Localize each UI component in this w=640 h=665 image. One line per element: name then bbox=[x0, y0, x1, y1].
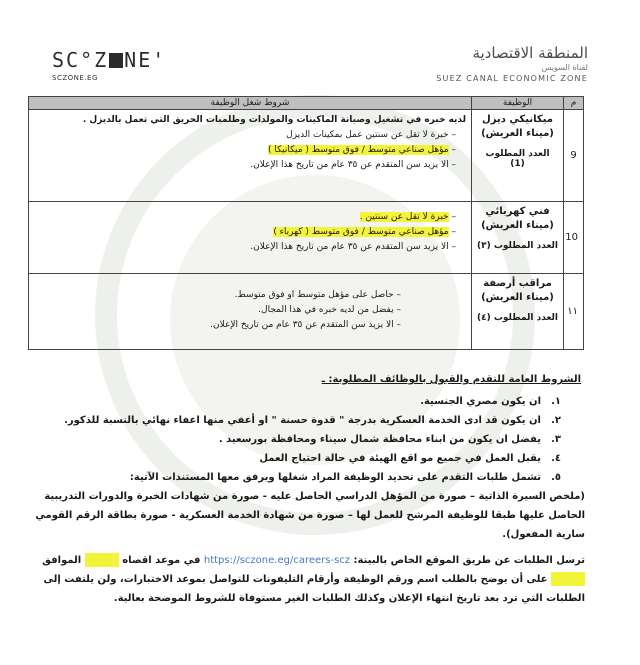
sce-english-title: SUEZ CANAL ECONOMIC ZONE bbox=[436, 74, 588, 83]
list-item bbox=[20, 430, 561, 449]
date-text: الموافق bbox=[42, 555, 82, 566]
conditions-list bbox=[20, 392, 585, 487]
requirement-item: – الا يزيد سن المتقدم عن ٣٥ عام من تاريخ الإعلان. bbox=[34, 318, 411, 333]
requirement-item: – الا يزيد سن المتقدم عن ٣٥ عام من تاريخ هذا الإعلان. bbox=[34, 158, 466, 173]
requirement-item: لديه خبره في تشغيل وصيانة الماكينات والمولدات وطلمبات الحريق التي تعمل بالديزل . bbox=[82, 115, 466, 125]
item-text: تشمل طلبات التقدم على تحديد الوظيفة المراد شغلها ويرفق معها المستندات الآتية: bbox=[129, 472, 541, 483]
job-title-cell bbox=[472, 202, 564, 274]
sczone-logo bbox=[52, 48, 166, 82]
sce-logo bbox=[436, 44, 588, 83]
deadline-text: في موعد اقصاه bbox=[122, 555, 201, 566]
job-requirements bbox=[29, 274, 472, 350]
header-num: م bbox=[564, 97, 584, 110]
list-item bbox=[20, 411, 561, 430]
job-requirements bbox=[29, 110, 472, 202]
submission-text: ترسل الطلبات عن طريق الموقع الخاص بالبينة: bbox=[353, 555, 585, 566]
requirement-item: – خبرة لا تقل عن سنتين عمل بمكينات الديزل bbox=[34, 128, 466, 143]
item-number: ٥. bbox=[551, 472, 561, 483]
header-requirements: شروط شغل الوظيفة bbox=[29, 97, 472, 110]
requirement-item: – يفضل من لديه خبره في هذا المجال. bbox=[34, 303, 411, 318]
job-count: العدد المطلوب (٤) bbox=[477, 313, 558, 323]
sczone-domain: SCZONE.EG bbox=[52, 74, 98, 82]
item-number: ٤. bbox=[551, 453, 561, 464]
sczone-logo-mark: SC°Z NE' bbox=[52, 48, 167, 72]
submission-instructions bbox=[20, 551, 585, 608]
table-row bbox=[29, 202, 584, 274]
careers-link[interactable]: https://sczone.eg/careers-scz bbox=[203, 555, 351, 566]
jobs-table bbox=[28, 96, 584, 350]
job-title: ميكانيكي ديزل bbox=[482, 114, 553, 125]
requirement-item: – الا يزيد سن المتقدم عن ٣٥ عام من تاريخ هذا الإعلان. bbox=[34, 240, 466, 255]
highlighted-text: مؤهل صناعي متوسط / فوق متوسط ( ميكانيكا ) bbox=[268, 145, 449, 155]
item-number: ٣. bbox=[551, 434, 561, 445]
date-blank bbox=[551, 572, 585, 586]
submission-details: على أن يوضح بالطلب اسم ورقم الوظيفة وأرقام التليفونات للتواصل بموعد الاختبارات، ولن يلتفت إلى الطلبات التي ترد بعد تاريخ انتهاء الإعلان وكذلك الطلبات الغير مستوفاة للشروط الموضحة بعالية. bbox=[43, 574, 585, 604]
sce-arabic-title: المنطقة الاقتصادية bbox=[472, 44, 588, 62]
job-count: العدد المطلوب (٣) bbox=[477, 241, 558, 251]
highlighted-text: خبرة لا تقل عن سنتين . bbox=[359, 212, 449, 222]
item-number: ١. bbox=[551, 396, 561, 407]
job-requirements bbox=[29, 202, 472, 274]
job-title-cell bbox=[472, 110, 564, 202]
item-text: ان يكون مصري الجنسية. bbox=[420, 396, 541, 407]
job-count: العدد المطلوب (1) bbox=[485, 149, 550, 169]
job-title-cell bbox=[472, 274, 564, 350]
job-title: فني كهربائي bbox=[485, 206, 550, 217]
job-location: (ميناء العريش) bbox=[481, 220, 554, 231]
item-text: يقبل العمل في جميع مو اقع الهيئة في حالة احتياج العمل bbox=[259, 453, 541, 464]
job-location: (ميناء العريش) bbox=[481, 292, 554, 303]
row-number: 10 bbox=[564, 202, 584, 274]
item-text: ان يكون قد ادى الخدمة العسكرية بدرجة " قدوة حسنة " او أعفي منها اعفاء نهائي بالنسبة للذكور. bbox=[64, 415, 541, 426]
row-number: 9 bbox=[564, 110, 584, 202]
requirement-item: – حاصل على مؤهل متوسط او فوق متوسط. bbox=[34, 288, 411, 303]
list-item bbox=[20, 468, 561, 487]
requirement-item bbox=[34, 225, 466, 240]
requirement-item bbox=[34, 143, 466, 158]
required-documents: (ملخص السيرة الذاتية – صورة من المؤهل الدراسي الحاصل عليه - صورة من شهادات الخبرة والدورات التدريبية الحاصل عليها طبقا للوظيفة المرشح للعمل لها – صورة من شهادة الخدمة العسكرية - صورة بطاقة الرقم القومي سارية المفعول). bbox=[35, 491, 585, 540]
general-conditions bbox=[20, 370, 585, 608]
requirement-item bbox=[34, 210, 466, 225]
row-number: ١١ bbox=[564, 274, 584, 350]
table-row bbox=[29, 110, 584, 202]
item-text: يفضل ان يكون من ابناء محافظة شمال سيناء ومحافظة بورسعيد . bbox=[218, 434, 541, 445]
page-header bbox=[0, 0, 640, 96]
conditions-title: الشروط العامة للتقدم والقبول بالوظائف المطلوبة: ـ bbox=[321, 374, 581, 385]
highlighted-text: مؤهل صناعي متوسط / فوق متوسط ( كهرباء ) bbox=[273, 227, 449, 237]
job-title: مراقب أرصفة bbox=[483, 278, 552, 289]
deadline-blank bbox=[85, 553, 119, 567]
table-row bbox=[29, 274, 584, 350]
job-location: (ميناء العريش) bbox=[481, 128, 554, 139]
sce-arabic-subtitle: لقناة السويس bbox=[541, 63, 588, 72]
item-number: ٢. bbox=[551, 415, 561, 426]
list-item bbox=[20, 392, 561, 411]
header-job: الوظيفة bbox=[472, 97, 564, 110]
table-header-row bbox=[29, 97, 584, 110]
list-item bbox=[20, 449, 561, 468]
